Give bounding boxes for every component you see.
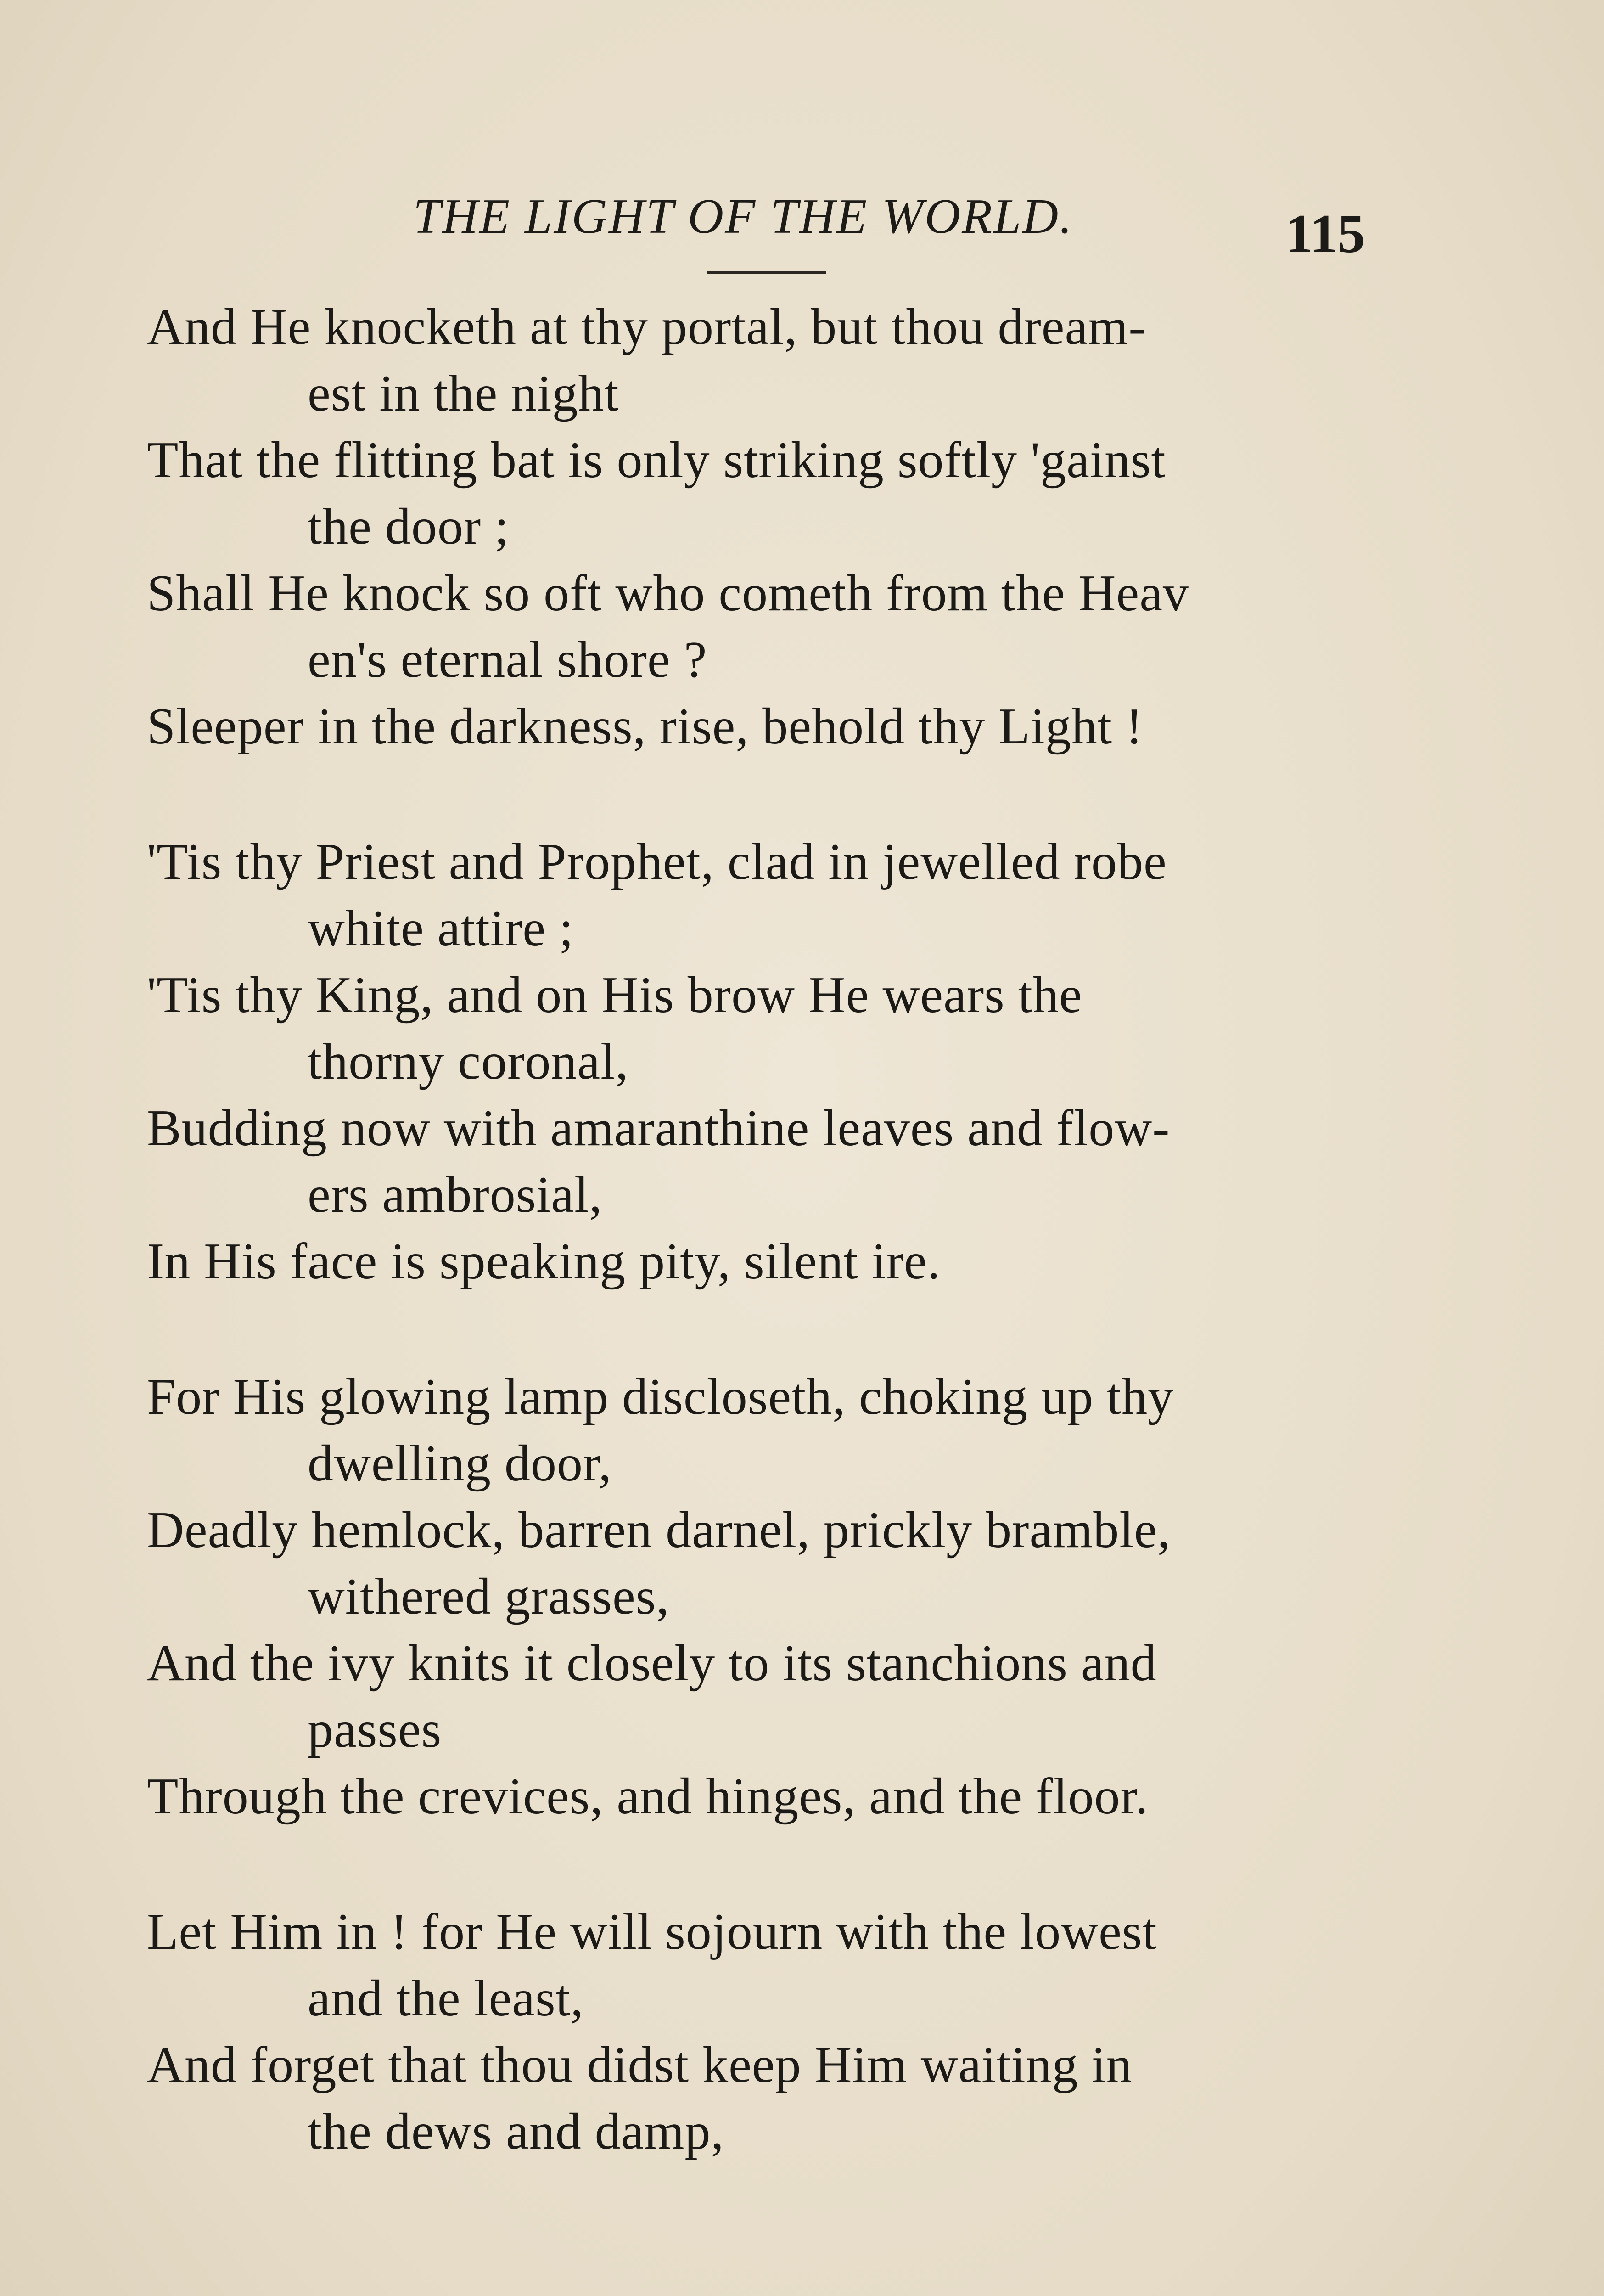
poem-line — [147, 693, 1396, 760]
stanza-4 — [147, 1899, 1396, 2165]
line-continuation: ers ambrosial, — [308, 1166, 603, 1223]
poem-line — [147, 1763, 1396, 1830]
line-text: And forget that thou didst keep Him waiting in — [147, 2037, 1133, 2093]
line-continuation: dwelling door, — [308, 1435, 612, 1492]
line-text: Budding now with amaranthine leaves and flow- — [147, 1100, 1170, 1157]
line-continuation: passes — [308, 1701, 442, 1758]
running-title: THE LIGHT OF THE WORLD. — [413, 189, 1074, 244]
line-text: And He knocketh at thy portal, but thou dream- — [147, 298, 1146, 355]
poem-line — [147, 962, 1396, 1095]
stanza-3 — [147, 1364, 1396, 1830]
poem-line — [147, 1364, 1396, 1497]
poem-line — [147, 560, 1396, 693]
line-continuation: and the least, — [308, 1970, 584, 2027]
line-text: Let Him in ! for He will sojourn with the lowest — [147, 1903, 1157, 1960]
header-rule — [707, 271, 826, 274]
line-continuation: en's eternal shore ? — [308, 631, 707, 688]
line-text: Through the crevices, and hinges, and the floor. — [147, 1768, 1149, 1825]
page-number: 115 — [1285, 203, 1365, 264]
poem-line — [147, 829, 1396, 962]
poem-line — [147, 1095, 1396, 1228]
poem-body — [147, 294, 1396, 2234]
line-text: Deadly hemlock, barren darnel, prickly bramble, — [147, 1502, 1171, 1559]
poem-line — [147, 427, 1396, 560]
line-continuation: withered grasses, — [308, 1568, 670, 1625]
line-text: 'Tis thy Priest and Prophet, clad in jewelled robe — [147, 833, 1167, 890]
line-continuation: the door ; — [308, 498, 510, 555]
line-text: That the flitting bat is only striking softly 'gainst — [147, 432, 1166, 489]
poem-line — [147, 1497, 1396, 1630]
line-text: Shall He knock so oft who cometh from the Heav — [147, 565, 1189, 622]
poem-line — [147, 1899, 1396, 2032]
stanza-2 — [147, 829, 1396, 1295]
stanza-1 — [147, 294, 1396, 760]
line-text: 'Tis thy King, and on His brow He wears the — [147, 967, 1082, 1024]
line-text: In His face is speaking pity, silent ire. — [147, 1233, 941, 1290]
line-continuation: the dews and damp, — [308, 2103, 724, 2160]
poem-line — [147, 1228, 1396, 1295]
poem-line — [147, 294, 1396, 427]
poem-line — [147, 1630, 1396, 1763]
line-text: Sleeper in the darkness, rise, behold thy Light ! — [147, 698, 1144, 755]
poem-line — [147, 2032, 1396, 2165]
line-continuation: est in the night — [308, 365, 619, 422]
line-text: And the ivy knits it closely to its stanchions and — [147, 1635, 1157, 1692]
line-continuation: white attire ; — [308, 900, 574, 957]
line-continuation: thorny coronal, — [308, 1033, 629, 1090]
line-text: For His glowing lamp discloseth, choking up thy — [147, 1368, 1174, 1425]
